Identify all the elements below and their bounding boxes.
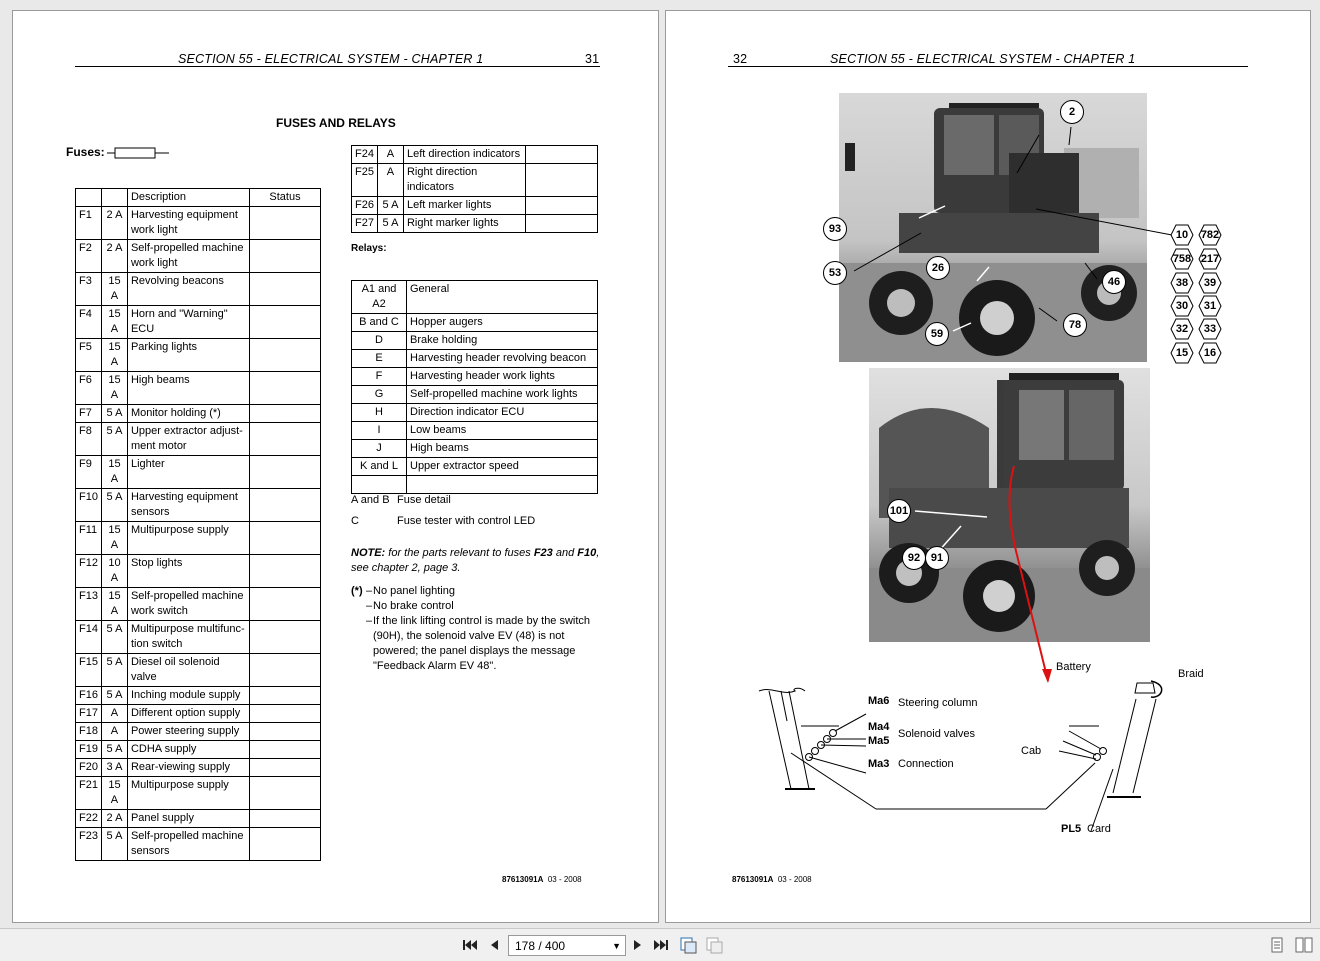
relay-description: High beams <box>407 440 598 458</box>
left-page <box>12 10 659 923</box>
fuse-id: F12 <box>76 555 102 588</box>
label-card: Card <box>1087 823 1111 835</box>
ground-circuit-diagram <box>751 661 1221 861</box>
fuse-row <box>76 654 321 687</box>
fuse-row <box>76 741 321 759</box>
fuse-description: Left direction indicators <box>403 146 525 164</box>
fuse-status <box>249 705 320 723</box>
page-number-display: 178 / 400 <box>515 939 566 953</box>
fuse-rating: 2 A <box>101 207 127 240</box>
legend-key: C <box>351 515 359 527</box>
fuse-row <box>352 164 598 197</box>
fuse-status <box>249 723 320 741</box>
callout-2: 2 <box>1060 100 1084 124</box>
relay-id: B and C <box>352 314 407 332</box>
fuse-status <box>249 621 320 654</box>
relay-description: General <box>407 281 598 314</box>
fuse-status <box>249 522 320 555</box>
fuse-row <box>352 215 598 233</box>
relay-row <box>352 314 598 332</box>
relay-id: A1 and A2 <box>352 281 407 314</box>
fuse-description: Different option supply <box>127 705 249 723</box>
fuse-status <box>249 828 320 861</box>
callout-92: 92 <box>902 546 926 570</box>
fuse-id: F10 <box>76 489 102 522</box>
fuse-status <box>249 741 320 759</box>
fuse-id: F20 <box>76 759 102 777</box>
fuse-rating: 5 A <box>101 423 127 456</box>
relay-row <box>352 281 598 314</box>
footer-code: 87613091A <box>732 875 774 884</box>
fuse-id: F6 <box>76 372 102 405</box>
fuse-id: F13 <box>76 588 102 621</box>
fuse-description: CDHA supply <box>127 741 249 759</box>
note-text: and <box>552 547 578 559</box>
relay-row <box>352 440 598 458</box>
hex-ref-39: 39 <box>1198 272 1222 294</box>
relay-id: J <box>352 440 407 458</box>
relay-description: Low beams <box>407 422 598 440</box>
fuse-row <box>76 306 321 339</box>
hex-ref-758: 758 <box>1170 248 1194 270</box>
hex-ref-782: 782 <box>1198 224 1222 246</box>
fuse-status <box>249 372 320 405</box>
fuse-row <box>76 456 321 489</box>
fuse-description: Stop lights <box>127 555 249 588</box>
right-page <box>665 10 1311 923</box>
fuse-row <box>76 588 321 621</box>
fuse-description: Multipurpose supply <box>127 522 249 555</box>
note-text: , <box>596 547 600 559</box>
relay-id: K and L <box>352 458 407 476</box>
previous-page-icon <box>487 935 501 955</box>
fuse-row <box>76 423 321 456</box>
relay-description: Hopper augers <box>407 314 598 332</box>
fuse-description: High beams <box>127 372 249 405</box>
fuse-row <box>76 777 321 810</box>
fuse-id: F17 <box>76 705 102 723</box>
first-page-button[interactable] <box>460 935 478 955</box>
fuse-row <box>76 273 321 306</box>
last-page-button[interactable] <box>653 935 671 955</box>
fuse-description: Upper extractor adjust-ment motor <box>127 423 249 456</box>
relay-id: I <box>352 422 407 440</box>
note-fuse-f23: F23 <box>533 547 553 559</box>
fuse-status <box>249 588 320 621</box>
label-ma4: Ma4 <box>868 721 890 733</box>
fuse-id: F14 <box>76 621 102 654</box>
fuse-row <box>352 146 598 164</box>
fuse-status <box>249 423 320 456</box>
fuse-rating: 15 A <box>101 588 127 621</box>
back-view-icon <box>678 935 698 955</box>
asterisk-item: (*) – No panel lighting <box>351 585 455 597</box>
fuse-row <box>76 810 321 828</box>
fuse-description: Multipurpose multifunc-tion switch <box>127 621 249 654</box>
fuse-row <box>76 489 321 522</box>
fuse-status <box>249 555 320 588</box>
fuse-id: F1 <box>76 207 102 240</box>
note-text: for the parts relevant to fuses <box>385 547 534 559</box>
fuse-status <box>249 339 320 372</box>
fuse-rating: 15 A <box>101 777 127 810</box>
fuses-label: Fuses: <box>66 145 105 159</box>
relay-row <box>352 386 598 404</box>
fuse-id: F5 <box>76 339 102 372</box>
fuse-rating: 5 A <box>101 489 127 522</box>
fuse-rating: 5 A <box>377 215 403 233</box>
fuse-status <box>249 405 320 423</box>
fuse-table-header-cell: Description <box>127 189 249 207</box>
fuse-table-header-cell: Status <box>249 189 320 207</box>
fuse-description: Harvesting equipment work light <box>127 207 249 240</box>
fuse-status <box>249 489 320 522</box>
two-page-icon <box>1295 935 1313 955</box>
fuse-row <box>76 405 321 423</box>
label-ma3: Ma3 <box>868 758 890 770</box>
note-text: see chapter 2, page 3. <box>351 562 461 574</box>
fuse-status <box>249 759 320 777</box>
relay-id: F <box>352 368 407 386</box>
fuse-rating: 15 A <box>101 339 127 372</box>
fuse-row <box>76 339 321 372</box>
right-header-rule <box>728 66 1248 67</box>
viewer-toolbar <box>0 928 1320 961</box>
fuse-row <box>76 621 321 654</box>
fuse-row <box>76 522 321 555</box>
callout-26: 26 <box>926 256 950 280</box>
fuse-description: Monitor holding (*) <box>127 405 249 423</box>
fuse-description: Revolving beacons <box>127 273 249 306</box>
relay-description: Brake holding <box>407 332 598 350</box>
fuse-description: Inching module supply <box>127 687 249 705</box>
fuse-row <box>76 555 321 588</box>
fuse-id: F11 <box>76 522 102 555</box>
relay-description: Harvesting header revolving beacon <box>407 350 598 368</box>
fuse-status <box>249 777 320 810</box>
fuse-status <box>249 207 320 240</box>
fuse-description: Multipurpose supply <box>127 777 249 810</box>
hex-ref-38: 38 <box>1170 272 1194 294</box>
relay-description: Harvesting header work lights <box>407 368 598 386</box>
fuse-status <box>525 164 597 197</box>
go-back-view-button[interactable] <box>678 935 698 955</box>
callout-78: 78 <box>1063 313 1087 337</box>
relay-id: D <box>352 332 407 350</box>
fuse-id: F19 <box>76 741 102 759</box>
legend-text: Fuse tester with control LED <box>397 515 536 527</box>
fuse-rating: 15 A <box>101 456 127 489</box>
fuse-id: F26 <box>352 197 378 215</box>
fuse-rating: 15 A <box>101 522 127 555</box>
label-ma5: Ma5 <box>868 735 890 747</box>
fuse-row <box>352 197 598 215</box>
fuse-row <box>76 372 321 405</box>
fuse-description: Left marker lights <box>403 197 525 215</box>
callout-53: 53 <box>823 261 847 285</box>
label-ma6: Ma6 <box>868 695 890 707</box>
fuse-status <box>249 456 320 489</box>
footer-code: 87613091A <box>502 875 544 884</box>
section-title: FUSES AND RELAYS <box>276 116 396 130</box>
fuse-description: Power steering supply <box>127 723 249 741</box>
relay-description: Upper extractor speed <box>407 458 598 476</box>
fuse-rating: 5 A <box>101 741 127 759</box>
fuse-row <box>76 687 321 705</box>
two-page-view-button[interactable] <box>1295 935 1313 955</box>
fuse-symbol-icon <box>107 146 169 160</box>
red-arrow-overlay <box>996 461 1066 691</box>
relay-id <box>352 476 407 494</box>
fuse-id: F27 <box>352 215 378 233</box>
asterisk-item: – No brake control <box>366 600 454 612</box>
relay-row <box>352 404 598 422</box>
fuse-rating: A <box>101 723 127 741</box>
fuse-rating: 15 A <box>101 306 127 339</box>
callout-59: 59 <box>925 322 949 346</box>
fuse-rating: A <box>377 164 403 197</box>
fuse-id: F2 <box>76 240 102 273</box>
fuse-row <box>76 705 321 723</box>
hex-ref-33: 33 <box>1198 318 1222 340</box>
note-fuse-f10: F10 <box>577 547 597 559</box>
fuse-row <box>76 828 321 861</box>
relay-row <box>352 476 598 494</box>
fuse-id: F23 <box>76 828 102 861</box>
label-battery: Battery <box>1056 661 1091 673</box>
hex-ref-32: 32 <box>1170 318 1194 340</box>
next-page-icon <box>630 935 644 955</box>
first-page-icon <box>461 935 477 955</box>
legend-a-b <box>351 494 451 506</box>
fuse-status <box>525 197 597 215</box>
fuse-description: Rear-viewing supply <box>127 759 249 777</box>
fuse-rating: A <box>101 705 127 723</box>
fuse-rating: 5 A <box>101 405 127 423</box>
relay-description <box>407 476 598 494</box>
label-braid: Braid <box>1178 668 1204 680</box>
chevron-down-icon: ▼ <box>612 941 621 951</box>
footer-date: 03 - 2008 <box>547 875 582 884</box>
fuse-id: F7 <box>76 405 102 423</box>
relay-row <box>352 368 598 386</box>
relay-row <box>352 332 598 350</box>
callout-93: 93 <box>823 217 847 241</box>
fuse-id: F4 <box>76 306 102 339</box>
fuse-id: F25 <box>352 164 378 197</box>
legend-c <box>351 515 535 527</box>
fuse-description: Diesel oil solenoid valve <box>127 654 249 687</box>
fuse-description: Self-propelled machine work light <box>127 240 249 273</box>
fuse-id: F24 <box>352 146 378 164</box>
fuse-status <box>249 810 320 828</box>
footer-date: 03 - 2008 <box>777 875 812 884</box>
relay-id: H <box>352 404 407 422</box>
relay-row <box>352 458 598 476</box>
fuse-status <box>249 240 320 273</box>
fuse-description: Self-propelled machine sensors <box>127 828 249 861</box>
callout-46: 46 <box>1102 270 1126 294</box>
single-page-icon <box>1270 935 1284 955</box>
relay-id: G <box>352 386 407 404</box>
left-header-title: SECTION 55 - ELECTRICAL SYSTEM - CHAPTER 1 <box>178 52 484 66</box>
fuse-status <box>249 654 320 687</box>
fuse-id: F16 <box>76 687 102 705</box>
note <box>351 546 606 576</box>
legend-key: A and B <box>351 494 390 506</box>
forward-view-icon <box>704 935 724 955</box>
fuse-rating: 2 A <box>101 810 127 828</box>
fuse-status <box>249 273 320 306</box>
fuse-id: F15 <box>76 654 102 687</box>
label-cab: Cab <box>1021 745 1042 757</box>
fuse-table-header-row <box>76 189 321 207</box>
fuse-status <box>525 215 597 233</box>
next-page-button[interactable] <box>629 935 645 955</box>
fuse-description: Harvesting equipment sensors <box>127 489 249 522</box>
relay-table <box>351 280 598 494</box>
fuse-description: Parking lights <box>127 339 249 372</box>
last-page-icon <box>654 935 670 955</box>
fuse-rating: 5 A <box>101 687 127 705</box>
hex-ref-16: 16 <box>1198 342 1222 364</box>
fuse-row <box>76 207 321 240</box>
fuse-rating: 2 A <box>101 240 127 273</box>
fuse-rating: 5 A <box>377 197 403 215</box>
fuse-description: Horn and "Warning" ECU <box>127 306 249 339</box>
fuse-row <box>76 723 321 741</box>
fuse-rating: 5 A <box>101 621 127 654</box>
legend-text: Fuse detail <box>397 494 451 506</box>
fuse-id: F9 <box>76 456 102 489</box>
fuse-id: F18 <box>76 723 102 741</box>
hex-ref-15: 15 <box>1170 342 1194 364</box>
fuse-table-continued <box>351 145 598 233</box>
hex-leader-line <box>1036 201 1176 241</box>
hex-ref-31: 31 <box>1198 295 1222 317</box>
single-page-view-button[interactable] <box>1269 935 1285 955</box>
fuse-rating: 5 A <box>101 654 127 687</box>
fuse-description: Right marker lights <box>403 215 525 233</box>
relays-label: Relays: <box>351 243 387 254</box>
hex-ref-217: 217 <box>1198 248 1222 270</box>
fuse-status <box>249 306 320 339</box>
previous-page-button[interactable] <box>486 935 502 955</box>
fuse-id: F21 <box>76 777 102 810</box>
fuse-description: Self-propelled machine work switch <box>127 588 249 621</box>
label-steering-column: Steering column <box>898 697 978 709</box>
fuse-description: Right direction indicators <box>403 164 525 197</box>
label-pl5: PL5 <box>1061 823 1082 835</box>
left-header-rule <box>75 66 600 67</box>
relay-id: E <box>352 350 407 368</box>
label-connection: Connection <box>898 758 954 770</box>
fuse-rating: 10 A <box>101 555 127 588</box>
fuse-id: F3 <box>76 273 102 306</box>
asterisk-item: – If the link lifting control is made by the switch (90H), the solenoid valve EV (48) is not powered; the panel displays the message "Feedback Alarm EV 48". <box>366 615 591 672</box>
fuse-row <box>76 759 321 777</box>
fuse-description: Lighter <box>127 456 249 489</box>
right-footer <box>732 875 812 884</box>
fuse-row <box>76 240 321 273</box>
label-solenoid-valves: Solenoid valves <box>898 728 976 740</box>
right-header-title: SECTION 55 - ELECTRICAL SYSTEM - CHAPTER 1 <box>830 52 1136 66</box>
fuse-rating: 15 A <box>101 372 127 405</box>
fuse-id: F22 <box>76 810 102 828</box>
left-page-number: 31 <box>585 52 600 66</box>
asterisk-notes <box>351 584 601 674</box>
fuse-status <box>525 146 597 164</box>
relay-description: Direction indicator ECU <box>407 404 598 422</box>
go-forward-view-button[interactable] <box>704 935 724 955</box>
callout-101: 101 <box>887 499 911 523</box>
right-page-number: 32 <box>733 52 748 66</box>
fuse-table <box>75 188 321 861</box>
fuse-rating: 5 A <box>101 828 127 861</box>
callout-91: 91 <box>925 546 949 570</box>
fuse-rating: 15 A <box>101 273 127 306</box>
fuse-rating: 3 A <box>101 759 127 777</box>
fuse-status <box>249 687 320 705</box>
left-footer <box>502 875 582 884</box>
page-number-select[interactable] <box>508 935 626 956</box>
fuse-rating: A <box>377 146 403 164</box>
relay-row <box>352 422 598 440</box>
relay-description: Self-propelled machine work lights <box>407 386 598 404</box>
hex-ref-30: 30 <box>1170 295 1194 317</box>
fuse-table-header-cell <box>76 189 102 207</box>
relay-row <box>352 350 598 368</box>
asterisk-mark: (*) <box>351 585 363 597</box>
fuse-id: F8 <box>76 423 102 456</box>
fuse-table-header-cell <box>101 189 127 207</box>
note-prefix: NOTE: <box>351 547 386 559</box>
fuse-description: Panel supply <box>127 810 249 828</box>
hex-ref-10: 10 <box>1170 224 1194 246</box>
